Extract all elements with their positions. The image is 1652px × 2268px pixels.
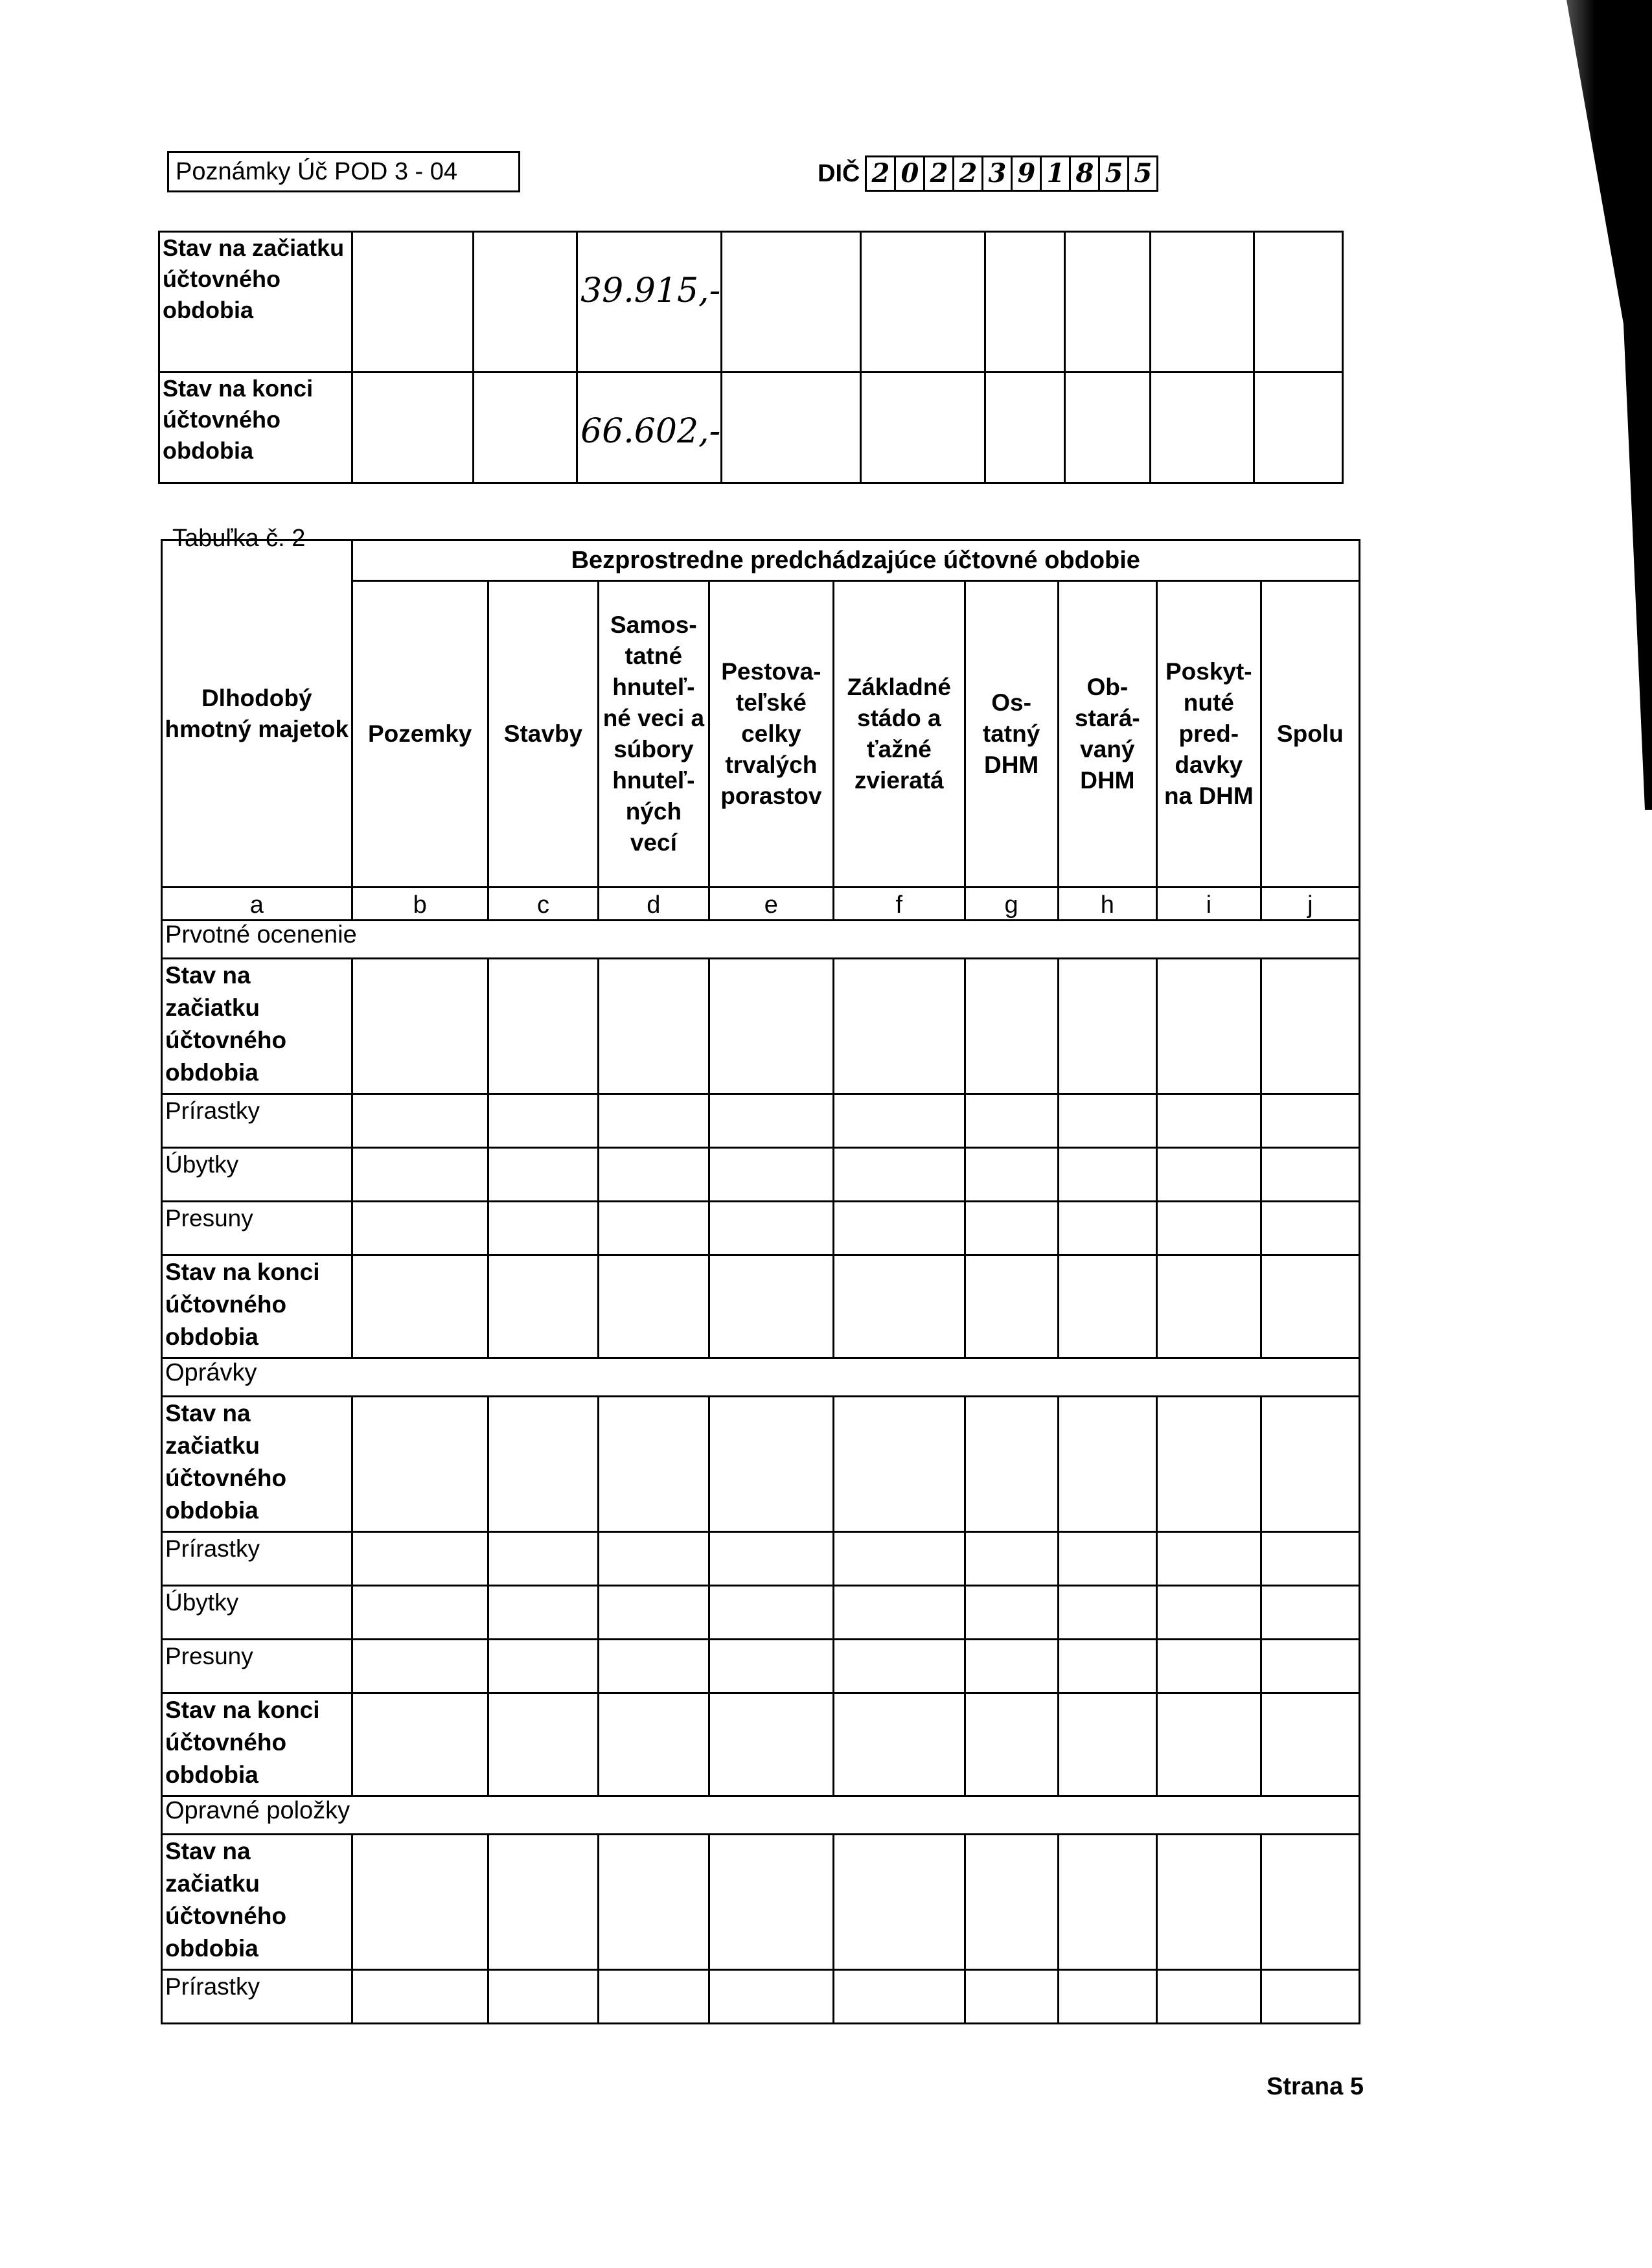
- table-cell: [709, 1397, 834, 1532]
- column-header: Os-tatný DHM: [965, 581, 1058, 888]
- table-row: [162, 1255, 1360, 1358]
- table-cell: [488, 1640, 598, 1693]
- dic-digit: 2: [925, 157, 954, 190]
- table-cell: [709, 1640, 834, 1693]
- row-label: Stav na začiatku účtovného obdobia: [162, 1835, 352, 1970]
- table-cell: [474, 372, 577, 483]
- column-letter: i: [1156, 888, 1261, 921]
- table-cell: [709, 1255, 834, 1358]
- column-header: Pestova-teľské celky trvalých porastov: [709, 581, 834, 888]
- row-label: Úbytky: [162, 1586, 352, 1640]
- handwritten-value: 66.602,-: [580, 412, 721, 451]
- table-cell: [834, 1532, 965, 1586]
- table-cell: [965, 1586, 1058, 1640]
- table-cell: [577, 232, 722, 372]
- column-header: Stavby: [488, 581, 598, 888]
- table-row: [162, 959, 1360, 1094]
- table-cell: [965, 1693, 1058, 1796]
- table-cell: [1261, 1970, 1359, 2024]
- table-cell: [965, 1970, 1058, 2024]
- table-cell: [488, 1970, 598, 2024]
- table-cell: [1058, 1094, 1156, 1148]
- table-cell: [834, 1640, 965, 1693]
- table-cell: [577, 372, 722, 483]
- table-cell: [488, 1397, 598, 1532]
- table-row: [162, 1148, 1360, 1202]
- table-cell: [352, 1094, 488, 1148]
- column-letter: d: [599, 888, 709, 921]
- table-cell: [709, 1693, 834, 1796]
- table-cell: [352, 1255, 488, 1358]
- table-cell: [1261, 1202, 1359, 1255]
- column-letter: c: [488, 888, 598, 921]
- table-cell: [1058, 1970, 1156, 2024]
- table-cell: [1261, 1586, 1359, 1640]
- row-label: Presuny: [162, 1202, 352, 1255]
- row-label: Presuny: [162, 1640, 352, 1693]
- table-cell: [709, 1148, 834, 1202]
- table-cell: [599, 1397, 709, 1532]
- table-cell: [352, 1835, 488, 1970]
- table-cell: [352, 1640, 488, 1693]
- dic-field: [818, 154, 1158, 193]
- table-cell: [352, 1397, 488, 1532]
- table-cell: [834, 1255, 965, 1358]
- table-cell: [965, 1532, 1058, 1586]
- table-cell: [1058, 1148, 1156, 1202]
- section-row: [162, 1796, 1360, 1835]
- table-cell: [722, 372, 861, 483]
- table-cell: [985, 372, 1065, 483]
- table-cell: [488, 1835, 598, 1970]
- table-cell: [488, 959, 598, 1094]
- dic-digit: 9: [1013, 157, 1042, 190]
- table-cell: [1261, 1255, 1359, 1358]
- dic-digit: 2: [867, 157, 896, 190]
- table-cell: [1156, 1202, 1261, 1255]
- column-letter: j: [1261, 888, 1359, 921]
- table-cell: [352, 1970, 488, 2024]
- table-cell: [965, 1202, 1058, 1255]
- column-header: Spolu: [1261, 581, 1359, 888]
- row-label: Stav na začiatku účtovného obdobia: [159, 232, 352, 372]
- dic-digit: 5: [1134, 158, 1153, 189]
- table-cell: [599, 1693, 709, 1796]
- table-cell: [861, 372, 985, 483]
- table-cell: [1261, 1835, 1359, 1970]
- section-row: [162, 1358, 1360, 1397]
- scan-shadow: [1509, 0, 1652, 810]
- dic-digit: 1: [1042, 157, 1071, 190]
- table-row: [162, 1202, 1360, 1255]
- table-cell: [352, 1586, 488, 1640]
- table-cell: [722, 232, 861, 372]
- section-title: Prvotné ocenenie: [162, 921, 1360, 959]
- table-cell: [599, 1255, 709, 1358]
- table-cell: [488, 1148, 598, 1202]
- dic-label: DIČ: [818, 159, 860, 187]
- table-cell: [1058, 1397, 1156, 1532]
- dic-digit: 0: [896, 157, 925, 190]
- table-cell: [352, 232, 473, 372]
- table-cell: [709, 1094, 834, 1148]
- table-cell: [861, 232, 985, 372]
- table-cell: [1261, 959, 1359, 1094]
- table-cell: [834, 1693, 965, 1796]
- table-cell: [1156, 1397, 1261, 1532]
- column-letter: g: [965, 888, 1058, 921]
- table-cell: [709, 1586, 834, 1640]
- table-cell: [352, 1532, 488, 1586]
- table-cell: [834, 1970, 965, 2024]
- asset-table: [161, 539, 1360, 2024]
- table-row: [162, 1397, 1360, 1532]
- table-cell: [488, 1094, 598, 1148]
- table-row: [159, 232, 1343, 372]
- table-cell: [965, 1255, 1058, 1358]
- table-cell: [1156, 1148, 1261, 1202]
- table-cell: [1254, 232, 1343, 372]
- table-cell: [1156, 1640, 1261, 1693]
- table-cell: [1261, 1397, 1359, 1532]
- row-label: Stav na konci účtovného obdobia: [162, 1255, 352, 1358]
- table-cell: [1058, 1202, 1156, 1255]
- table-row: [162, 1835, 1360, 1970]
- table-row: [162, 1970, 1360, 2024]
- column-header: Ob-stará-vaný DHM: [1058, 581, 1156, 888]
- table-cell: [599, 1640, 709, 1693]
- row-header: Dlhodobý hmotný majetok: [162, 540, 352, 888]
- row-label: Stav na začiatku účtovného obdobia: [162, 1397, 352, 1532]
- column-letter: a: [162, 888, 352, 921]
- table-cell: [599, 1094, 709, 1148]
- table-cell: [834, 1094, 965, 1148]
- column-letter: f: [834, 888, 965, 921]
- table-cell: [1254, 372, 1343, 483]
- table-cell: [1065, 372, 1151, 483]
- table-cell: [1156, 1532, 1261, 1586]
- table-row: [162, 1586, 1360, 1640]
- dic-digit: 3: [983, 157, 1013, 190]
- row-label: Prírastky: [162, 1532, 352, 1586]
- column-letter: h: [1058, 888, 1156, 921]
- row-label: Prírastky: [162, 1094, 352, 1148]
- column-header: Samos-tatné hnuteľ-né veci a súbory hnuteľ-ných vecí: [599, 581, 709, 888]
- table-cell: [709, 1202, 834, 1255]
- dic-digits: [865, 155, 1158, 192]
- table-cell: [488, 1693, 598, 1796]
- table-cell: [709, 959, 834, 1094]
- table-cell: [1156, 959, 1261, 1094]
- table-cell: [599, 1835, 709, 1970]
- table-cell: [965, 959, 1058, 1094]
- table-cell: [1261, 1532, 1359, 1586]
- table-row: [162, 1693, 1360, 1796]
- balance-table: [158, 231, 1344, 484]
- table-cell: [599, 1586, 709, 1640]
- table-cell: [965, 1397, 1058, 1532]
- table-cell: [965, 1835, 1058, 1970]
- table-cell: [488, 1202, 598, 1255]
- table-row: [159, 372, 1343, 483]
- table-cell: [965, 1640, 1058, 1693]
- table-cell: [1261, 1693, 1359, 1796]
- table-cell: [834, 1397, 965, 1532]
- dic-digit: 2: [954, 157, 983, 190]
- table-cell: [488, 1586, 598, 1640]
- table-cell: [599, 1532, 709, 1586]
- table-title: Tabuľka č. 2: [172, 525, 306, 552]
- table-cell: [1058, 1835, 1156, 1970]
- table-cell: [488, 1255, 598, 1358]
- table-cell: [352, 372, 473, 483]
- page-number: Strana 5: [1267, 2073, 1364, 2100]
- table-cell: [965, 1148, 1058, 1202]
- table-cell: [965, 1094, 1058, 1148]
- table-cell: [834, 1148, 965, 1202]
- table-cell: [352, 1148, 488, 1202]
- column-letter: e: [709, 888, 834, 921]
- row-label: Úbytky: [162, 1148, 352, 1202]
- table-cell: [488, 1532, 598, 1586]
- table-cell: [352, 959, 488, 1094]
- handwritten-value: 39.915,-: [580, 271, 721, 310]
- table-cell: [474, 232, 577, 372]
- table-cell: [834, 1202, 965, 1255]
- table-cell: [599, 1202, 709, 1255]
- table-cell: [1261, 1640, 1359, 1693]
- row-label: Prírastky: [162, 1970, 352, 2024]
- table-cell: [1261, 1148, 1359, 1202]
- form-label: Poznámky Úč POD 3 - 04: [167, 151, 520, 192]
- table-cell: [599, 1970, 709, 2024]
- table-cell: [834, 959, 965, 1094]
- row-label: Stav na konci účtovného obdobia: [162, 1693, 352, 1796]
- table-cell: [1156, 1094, 1261, 1148]
- table-cell: [709, 1970, 834, 2024]
- table-cell: [599, 1148, 709, 1202]
- table-cell: [1058, 1586, 1156, 1640]
- group-header: Bezprostredne predchádzajúce účtovné obdobie: [352, 540, 1359, 581]
- table-cell: [352, 1693, 488, 1796]
- table-cell: [1058, 1640, 1156, 1693]
- column-letter: b: [352, 888, 488, 921]
- table-cell: [1156, 1693, 1261, 1796]
- table-cell: [352, 1202, 488, 1255]
- row-label: Stav na začiatku účtovného obdobia: [162, 959, 352, 1094]
- table-cell: [1156, 1255, 1261, 1358]
- table-cell: [985, 232, 1065, 372]
- table-cell: [1058, 1255, 1156, 1358]
- section-row: [162, 921, 1360, 959]
- table-cell: [834, 1586, 965, 1640]
- column-header: Poskyt-nuté pred-davky na DHM: [1156, 581, 1261, 888]
- table-cell: [1058, 1532, 1156, 1586]
- dic-digit: 5: [1100, 157, 1129, 190]
- table-cell: [1058, 1693, 1156, 1796]
- table-row: [162, 1640, 1360, 1693]
- table-cell: [1261, 1094, 1359, 1148]
- table-cell: [1151, 372, 1254, 483]
- table-row: [162, 1094, 1360, 1148]
- table-cell: [1065, 232, 1151, 372]
- table-cell: [834, 1835, 965, 1970]
- section-title: Oprávky: [162, 1358, 1360, 1397]
- dic-digit: 8: [1071, 157, 1100, 190]
- section-title: Opravné položky: [162, 1796, 1360, 1835]
- table-cell: [1156, 1586, 1261, 1640]
- table-cell: [709, 1835, 834, 1970]
- column-header: Základné stádo a ťažné zvieratá: [834, 581, 965, 888]
- table-row: [162, 1532, 1360, 1586]
- table-cell: [1058, 959, 1156, 1094]
- table-cell: [1151, 232, 1254, 372]
- table-cell: [599, 959, 709, 1094]
- row-label: Stav na konci účtovného obdobia: [159, 372, 352, 483]
- table-cell: [1156, 1970, 1261, 2024]
- table-cell: [709, 1532, 834, 1586]
- column-header: Pozemky: [352, 581, 488, 888]
- table-cell: [1156, 1835, 1261, 1970]
